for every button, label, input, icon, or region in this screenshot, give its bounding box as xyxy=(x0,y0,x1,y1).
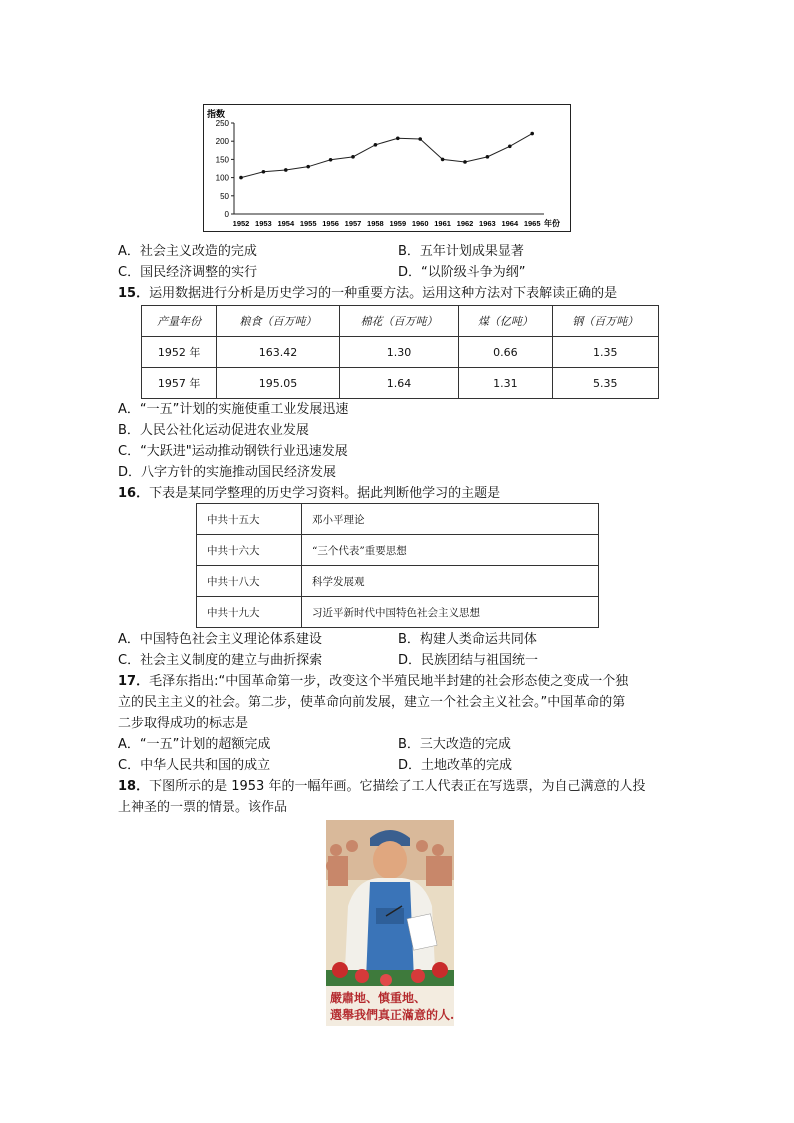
q15-number: 15． xyxy=(118,286,150,301)
table-cell: 科学发展观 xyxy=(302,566,599,597)
chart-ylabel: 指数 xyxy=(207,109,226,119)
q16-option-b[interactable]: B．构建人类命运共同体 xyxy=(398,632,537,647)
y-tick-label: 100 xyxy=(215,173,229,183)
data-point xyxy=(306,165,310,169)
q17-option-a[interactable]: A．“一五”计划的超额完成 xyxy=(118,737,271,752)
production-table xyxy=(141,305,659,399)
index-line-chart xyxy=(203,104,571,232)
x-tick-label: 1960 xyxy=(411,219,429,228)
q17-text-1: 毛泽东指出:“中国革命第一步，改变这个半殖民地半封建的社会形态使之变成一个独 xyxy=(149,674,629,689)
data-point xyxy=(396,136,400,140)
table-cell: 中共十六大 xyxy=(197,535,302,566)
x-tick-label: 1952 xyxy=(232,219,250,228)
q17-line-3: 二步取得成功的标志是 xyxy=(118,716,249,731)
data-point xyxy=(351,155,355,159)
data-point xyxy=(463,160,467,164)
table-row xyxy=(197,597,599,628)
table-cell: 0.66 xyxy=(459,337,552,368)
data-point xyxy=(418,137,422,141)
x-tick-label: 1964 xyxy=(501,219,519,228)
y-tick-label: 150 xyxy=(215,155,229,165)
table-cell: 邓小平理论 xyxy=(302,504,599,535)
table-cell: 1952 年 xyxy=(142,337,217,368)
table-cell: 1.35 xyxy=(552,337,658,368)
table-header-cell: 煤（亿吨） xyxy=(459,306,552,337)
table-cell: 1957 年 xyxy=(142,368,217,399)
table-cell: 中共十八大 xyxy=(197,566,302,597)
q16-option-a[interactable]: A．中国特色社会主义理论体系建设 xyxy=(118,632,322,647)
x-tick-label: 1958 xyxy=(367,219,384,228)
data-point xyxy=(262,170,266,174)
y-tick-label: 250 xyxy=(215,119,229,128)
q15-option-a[interactable]: A．“一五”计划的实施使重工业发展迅速 xyxy=(118,402,349,417)
theory-table xyxy=(196,503,599,628)
table-cell: 5.35 xyxy=(552,368,658,399)
table-cell: 中共十九大 xyxy=(197,597,302,628)
table-cell: 163.42 xyxy=(217,337,339,368)
data-point xyxy=(486,155,490,159)
apron-pocket xyxy=(376,908,404,924)
table-row xyxy=(197,535,599,566)
x-tick-label: 1957 xyxy=(344,219,362,228)
table-row xyxy=(142,368,659,399)
election-poster-image xyxy=(326,820,454,1026)
q17-line-2: 立的民主主义的社会。第二步，使革命向前发展，建立一个社会主义社会。”中国革命的第 xyxy=(118,695,626,710)
q17-option-b[interactable]: B．三大改造的完成 xyxy=(398,737,511,752)
x-tick-label: 1953 xyxy=(255,219,272,228)
q15-option-c[interactable]: C．“大跃进"运动推动钢铁行业迅速发展 xyxy=(118,444,348,459)
table-cell: 195.05 xyxy=(217,368,339,399)
q14-option-c[interactable]: C．国民经济调整的实行 xyxy=(118,265,258,280)
q14-option-a[interactable]: A．社会主义改造的完成 xyxy=(118,244,257,259)
q17-option-d[interactable]: D．土地改革的完成 xyxy=(398,758,513,773)
table-row xyxy=(197,566,599,597)
table-header-cell: 产量年份 xyxy=(142,306,217,337)
q17-option-c[interactable]: C．中华人民共和国的成立 xyxy=(118,758,271,773)
q14-option-b[interactable]: B．五年计划成果显著 xyxy=(398,244,524,259)
data-point xyxy=(284,168,288,172)
data-point xyxy=(530,132,534,136)
q15-stem-text: 运用数据进行分析是历史学习的一种重要方法。运用这种方法对下表解读正确的是 xyxy=(149,286,618,301)
data-point xyxy=(441,158,445,162)
q17-line-1 xyxy=(118,673,628,691)
q14-option-d[interactable]: D．“以阶级斗争为纲” xyxy=(398,265,526,280)
worker-face xyxy=(373,841,407,879)
table-cell: 1.64 xyxy=(339,368,458,399)
data-point xyxy=(239,176,243,180)
data-point xyxy=(374,143,378,147)
q16-stem xyxy=(118,485,500,503)
q16-option-d[interactable]: D．民族团结与祖国统一 xyxy=(398,653,539,668)
q16-stem-text: 下表是某同学整理的历史学习资料。据此判断他学习的主题是 xyxy=(149,486,501,501)
q18-number: 18． xyxy=(118,779,150,794)
q18-text-1: 下图所示的是 1953 年的一幅年画。它描绘了工人代表正在写选票，为自己满意的人投 xyxy=(149,779,646,794)
table-cell: “三个代表”重要思想 xyxy=(302,535,599,566)
x-tick-label: 1959 xyxy=(389,219,407,228)
x-tick-label: 1962 xyxy=(456,219,474,228)
x-tick-label: 1961 xyxy=(434,219,451,228)
table-header-cell: 粮食（百万吨） xyxy=(217,306,339,337)
chart-svg xyxy=(204,105,570,231)
q16-option-c[interactable]: C．社会主义制度的建立与曲折探索 xyxy=(118,653,323,668)
q17-number: 17． xyxy=(118,674,150,689)
x-tick-label: 1954 xyxy=(277,219,295,228)
poster-caption-line-1: 嚴肅地、慎重地、 xyxy=(330,991,427,1005)
data-point xyxy=(329,158,333,162)
table-row xyxy=(142,337,659,368)
x-tick-label: 1963 xyxy=(479,219,496,228)
table-header-cell: 钢（百万吨） xyxy=(552,306,658,337)
y-tick-label: 0 xyxy=(224,210,229,219)
x-tick-label: 1955 xyxy=(299,219,317,228)
poster-caption-line-2: 選舉我們真正滿意的人. xyxy=(330,1008,454,1022)
y-tick-label: 200 xyxy=(215,137,229,147)
x-tick-label: 1965 xyxy=(523,219,541,228)
chart-xlabel: 年份 xyxy=(544,219,560,228)
q15-option-d[interactable]: D．八字方针的实施推动国民经济发展 xyxy=(118,465,337,480)
data-point xyxy=(508,144,512,148)
q16-number: 16． xyxy=(118,486,150,501)
y-tick-label: 50 xyxy=(220,191,229,201)
x-tick-label: 1956 xyxy=(322,219,339,228)
table-row xyxy=(197,504,599,535)
table-header-cell: 棉花（百万吨） xyxy=(339,306,458,337)
table-cell: 1.31 xyxy=(459,368,552,399)
worker-apron xyxy=(366,882,414,980)
table-cell: 习近平新时代中国特色社会主义思想 xyxy=(302,597,599,628)
table-cell: 1.30 xyxy=(339,337,458,368)
q15-stem xyxy=(118,285,617,303)
q15-option-b[interactable]: B．人民公社化运动促进农业发展 xyxy=(118,423,309,438)
q18-line-1 xyxy=(118,778,645,796)
table-header-row xyxy=(142,306,659,337)
table-cell: 中共十五大 xyxy=(197,504,302,535)
q18-line-2: 上神圣的一票的情景。该作品 xyxy=(118,800,288,815)
